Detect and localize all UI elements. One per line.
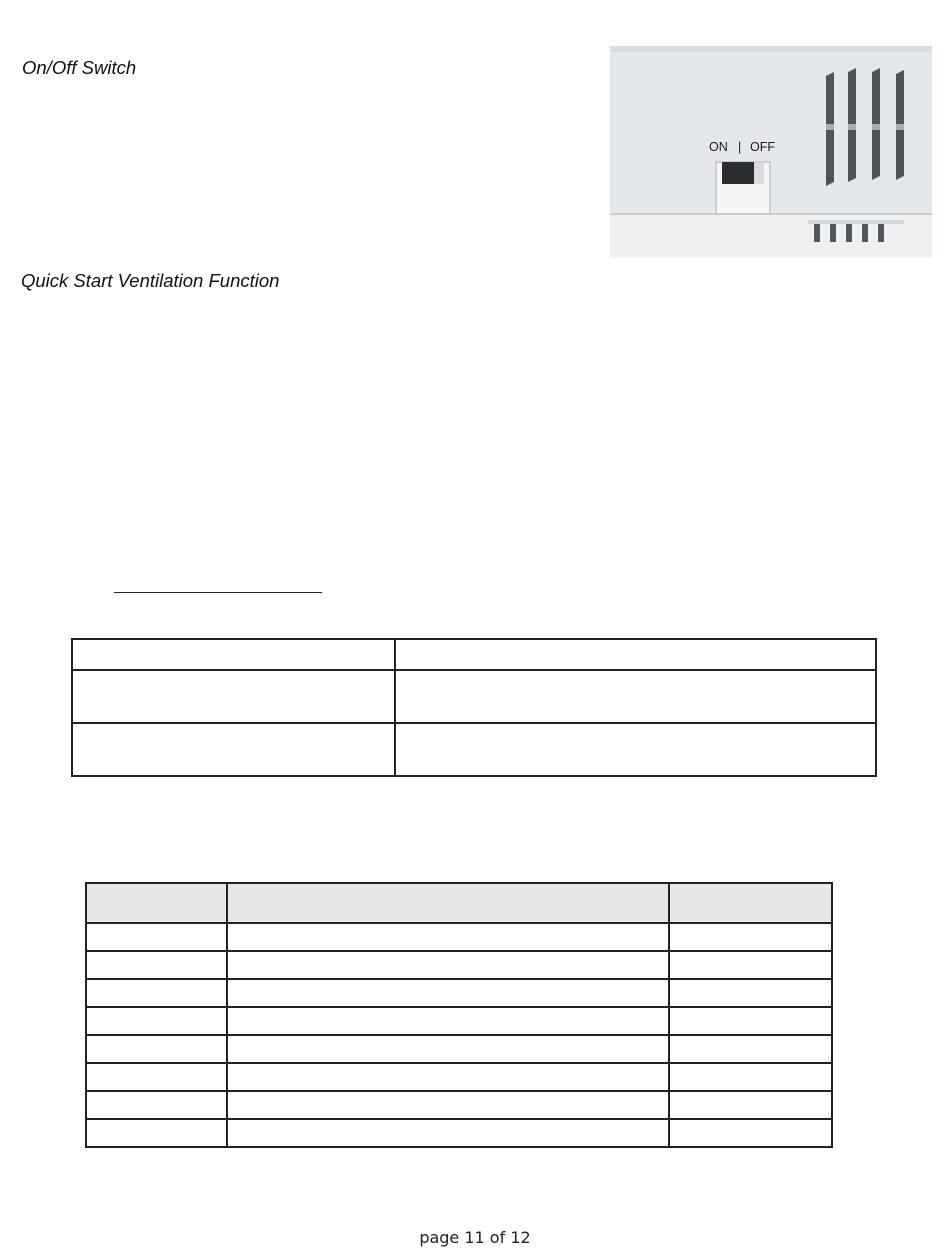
- table-cell: [669, 1007, 832, 1035]
- table-cell: [227, 951, 670, 979]
- table-header-cell: [669, 883, 832, 923]
- on-off-switch-heading: On/Off Switch: [22, 57, 137, 78]
- table-row: [72, 723, 876, 776]
- table-cell: [669, 1035, 832, 1063]
- function-table: [85, 882, 833, 1148]
- table-cell: [72, 723, 395, 776]
- table-header-row: [86, 883, 832, 923]
- switch-off-label: OFF: [750, 140, 775, 154]
- table-cell: [395, 639, 876, 670]
- settings-table: [71, 638, 877, 777]
- table-cell: [669, 1119, 832, 1147]
- device-switch-photo: [610, 44, 932, 260]
- table-cell: [86, 1007, 227, 1035]
- table-cell: [72, 639, 395, 670]
- table-cell: [86, 951, 227, 979]
- quick-start-ventilation-heading: Quick Start Ventilation Function: [21, 270, 280, 291]
- table-cell: [227, 1119, 670, 1147]
- table-cell: [669, 979, 832, 1007]
- table-cell: [669, 923, 832, 951]
- table-header-cell: [86, 883, 227, 923]
- table-cell: [669, 951, 832, 979]
- section-underline-rule: [114, 592, 322, 593]
- table-cell: [227, 1007, 670, 1035]
- table-cell: [227, 1035, 670, 1063]
- table-cell: [86, 1063, 227, 1091]
- switch-divider-label: |: [738, 140, 742, 154]
- table-row: [86, 923, 832, 951]
- table-cell: [86, 979, 227, 1007]
- table-row: [86, 951, 832, 979]
- page-number: page 11 of 12: [419, 1228, 531, 1247]
- table-row: [86, 1063, 832, 1091]
- table-cell: [669, 1063, 832, 1091]
- table-row: [86, 1091, 832, 1119]
- table-cell: [395, 670, 876, 723]
- table-header-cell: [227, 883, 670, 923]
- table-cell: [227, 1063, 670, 1091]
- table-row: [86, 1119, 832, 1147]
- table-cell: [86, 1035, 227, 1063]
- table-cell: [227, 979, 670, 1007]
- table-cell: [227, 923, 670, 951]
- table-row: [86, 1007, 832, 1035]
- table-row: [72, 670, 876, 723]
- table-row: [72, 639, 876, 670]
- table-row: [86, 1035, 832, 1063]
- table-cell: [395, 723, 876, 776]
- table-cell: [72, 670, 395, 723]
- table-row: [86, 979, 832, 1007]
- table-cell: [86, 1119, 227, 1147]
- table-cell: [86, 923, 227, 951]
- table-cell: [86, 1091, 227, 1119]
- switch-on-label: ON: [709, 140, 728, 154]
- table-cell: [669, 1091, 832, 1119]
- table-cell: [227, 1091, 670, 1119]
